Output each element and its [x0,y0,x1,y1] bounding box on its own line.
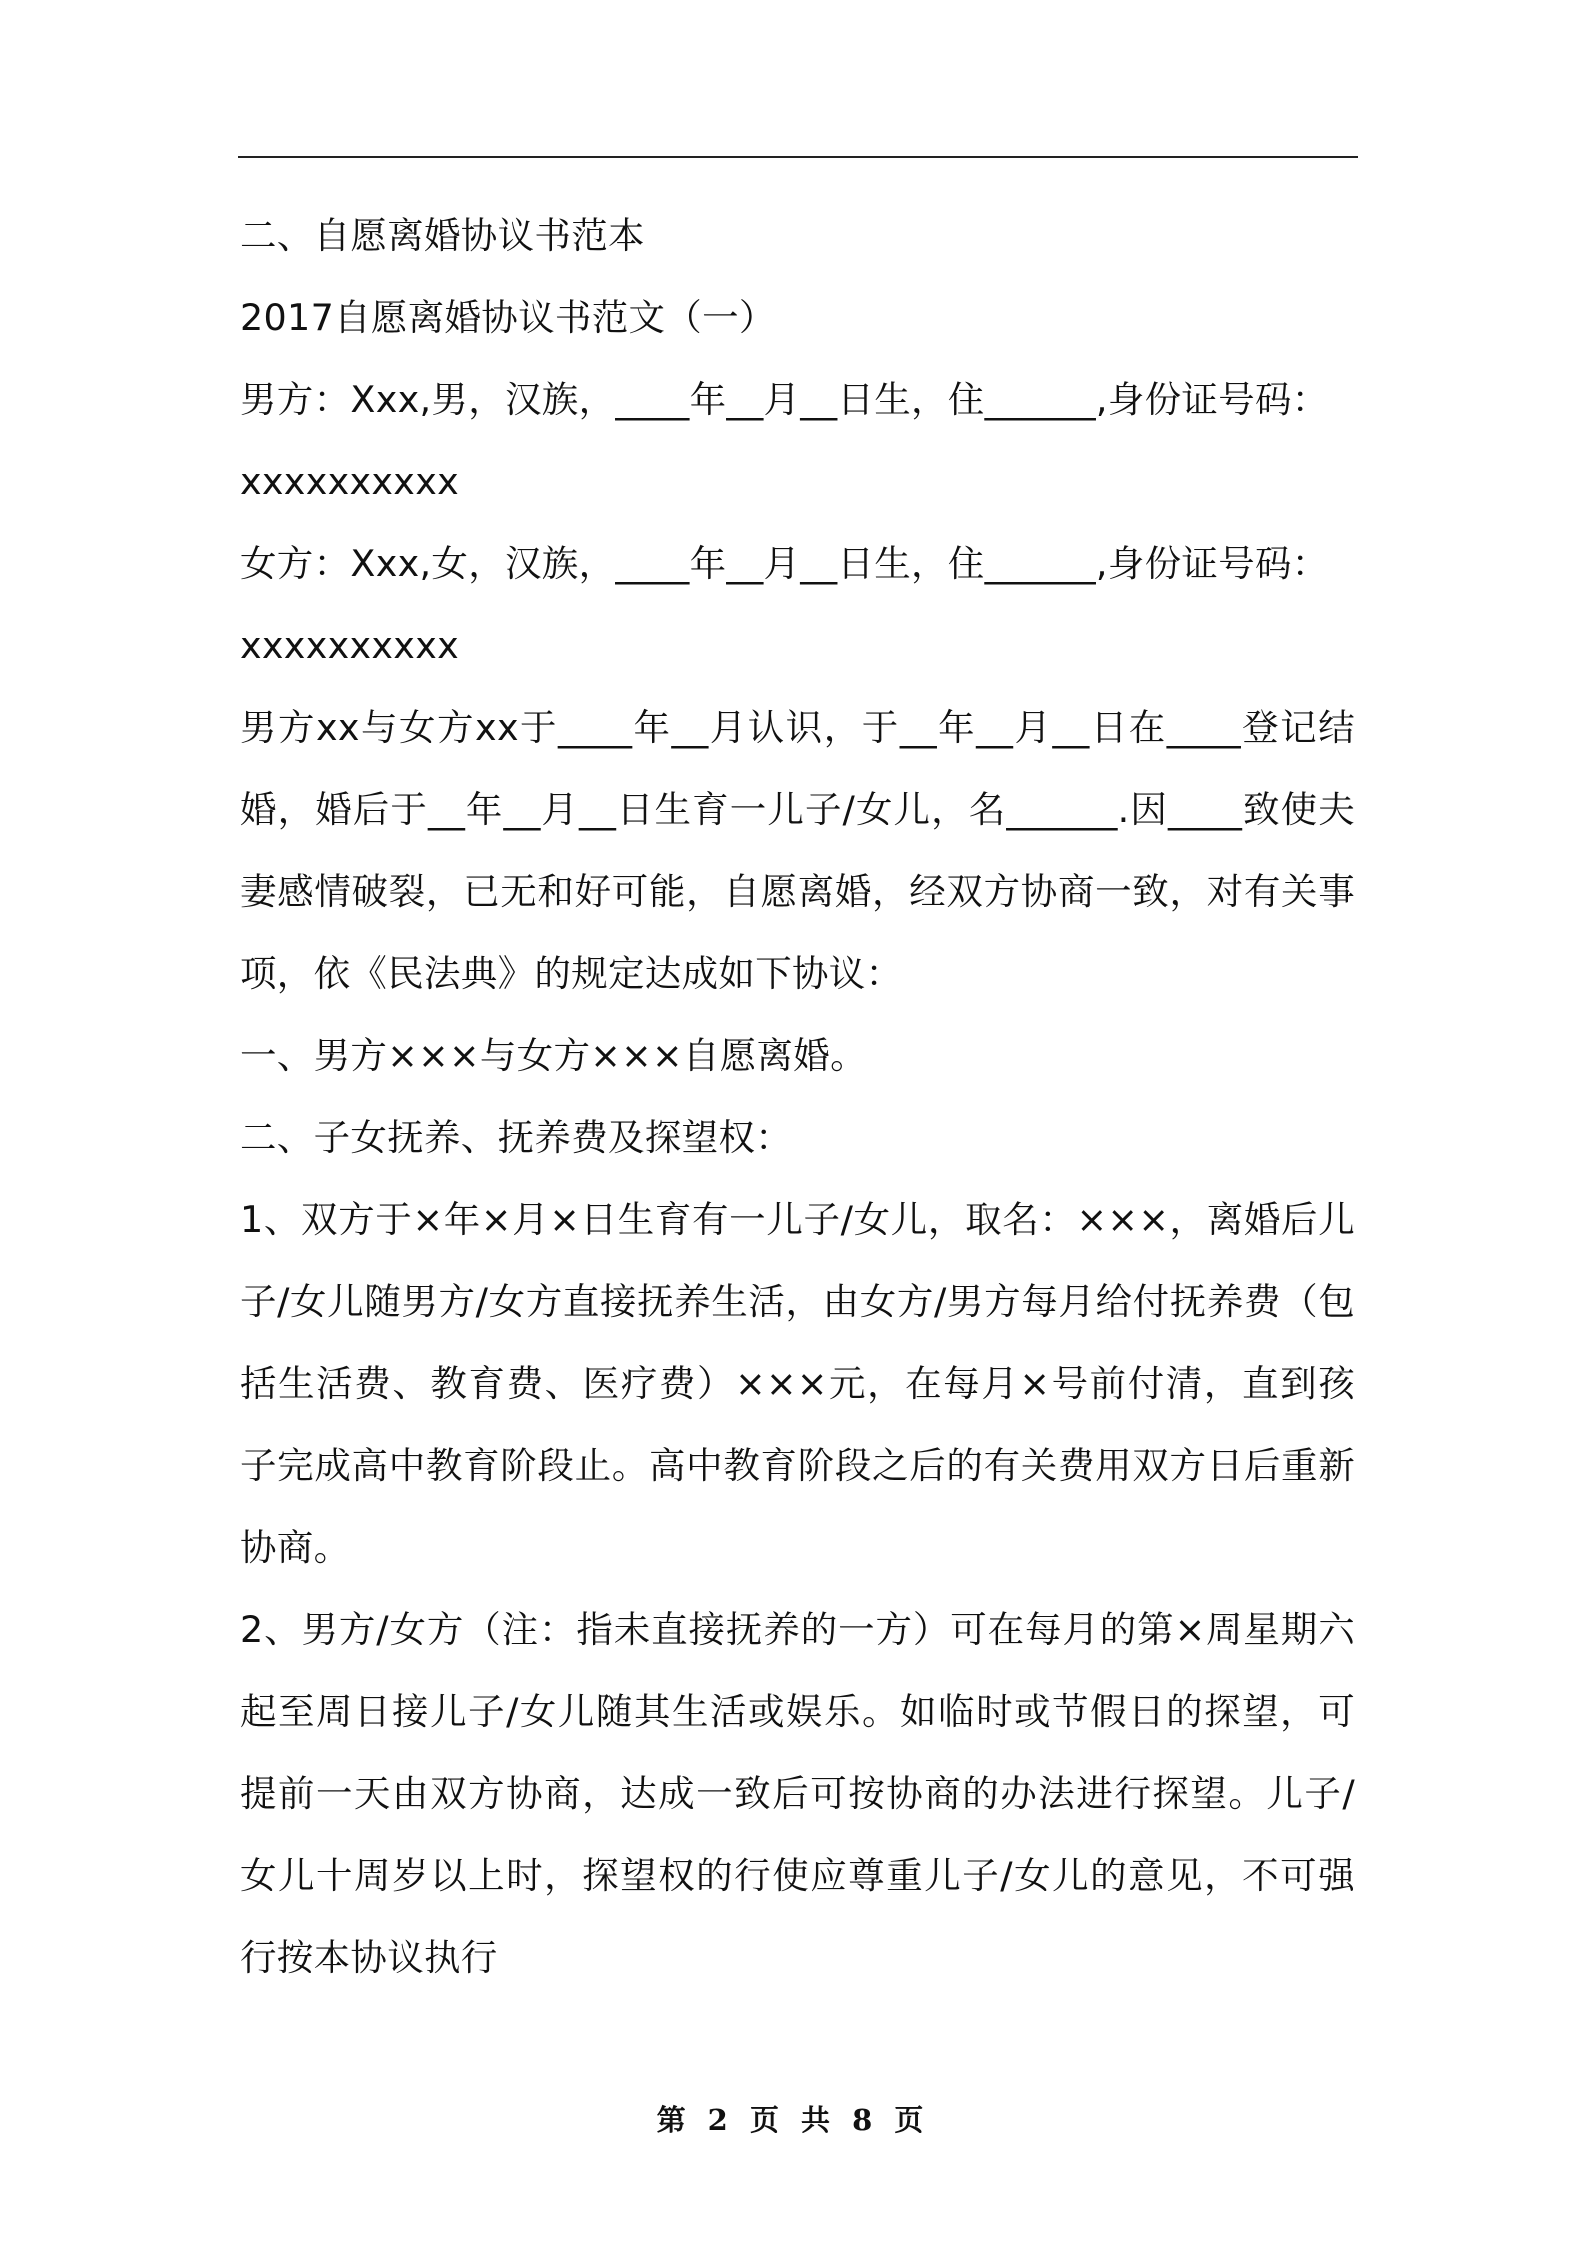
header-rule [238,156,1358,158]
document-title: 2017自愿离婚协议书范文（一） [240,296,776,339]
clause-two-item-2: 2、男方/女方（注：指未直接抚养的一方）可在每月的第×周星期六起至周日接儿子/女儿随其生活或娱乐。如临时或节假日的探望，可提前一天由双方协商，达成一致后可按协商的办法进行探望。儿子/女儿十周岁以上时，探望权的行使应尊重儿子/女儿的意见，不可强行按本协议执行 [240,1608,1355,1979]
male-id-number: xxxxxxxxxx [240,460,460,503]
page-number-footer: 第 2 页 共 8 页 [656,2103,930,2137]
female-id-number: xxxxxxxxxx [240,624,460,667]
clause-one: 一、男方×××与女方×××自愿离婚。 [240,1034,867,1077]
clause-two-heading: 二、子女抚养、抚养费及探望权： [240,1116,792,1159]
preamble-paragraph: 男方xx与女方xx于____年__月认识，于__年__月__日在____登记结婚，婚后于__年__月__日生育一儿子/女儿，名______.因____致使夫妻感情破裂，已无和好可能，自愿离婚，经双方协商一致，对有关事项，依《民法典》的规定达成如下协议： [240,706,1355,995]
clause-two-item-1: 1、双方于×年×月×日生育有一儿子/女儿，取名：×××，离婚后儿子/女儿随男方/女方直接抚养生活，由女方/男方每月给付抚养费（包括生活费、教育费、医疗费）×××元，在每月×号前付清，直到孩子完成高中教育阶段止。高中教育阶段之后的有关费用双方日后重新协商。 [240,1198,1355,1569]
male-party-line: 男方：Xxx,男，汉族，____年__月__日生，住______,身份证号码： [240,378,1329,421]
female-party-line: 女方：Xxx,女，汉族，____年__月__日生，住______,身份证号码： [240,542,1329,585]
document-body [240,195,1355,1999]
section-heading: 二、自愿离婚协议书范本 [240,214,645,257]
